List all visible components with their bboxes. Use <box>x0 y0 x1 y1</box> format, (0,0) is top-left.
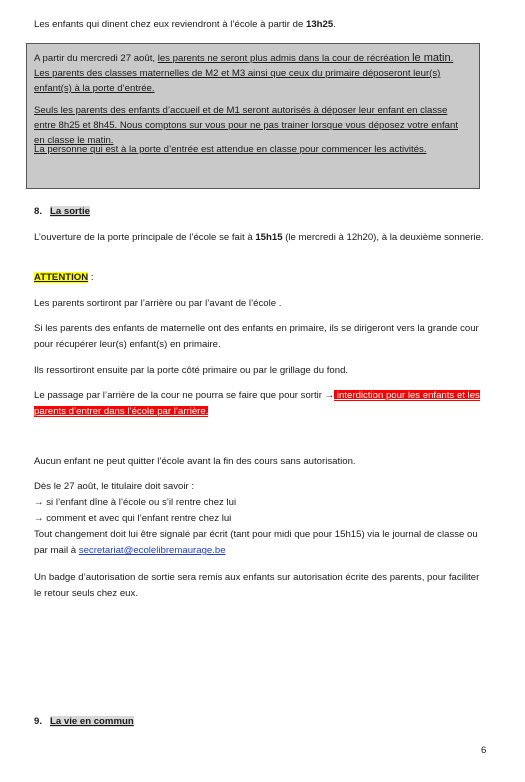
section-9-heading: 9. La vie en commun <box>34 716 134 727</box>
aucun-enfant-paragraph: Aucun enfant ne peut quitter l’école avant la fin des cours sans autorisation. <box>34 456 356 467</box>
maternelle-paragraph: Si les parents des enfants de maternelle ont des enfants en primaire, ils se dirigeront vers la grande cour pour récupérer leur(s) enfant(s) en primaire. <box>34 323 479 350</box>
section-8-heading: 8. La sortie <box>34 206 90 217</box>
email-link[interactable]: secretariat@ecolelibremaurage.be <box>78 545 226 556</box>
interdiction-highlight: interdiction pour les enfants et les parents d’entrer dans l’école par l’arrière. <box>34 390 480 417</box>
passage-paragraph: Le passage par l’arrière de la cour ne pourra se faire que pour sortir → interdiction pour les enfants et les parents d’entrer dans l’école par l’arrière. <box>34 390 480 417</box>
notice-paragraph-2: Seuls les parents des enfants d’accueil et de M1 seront autorisés à déposer leur enfant en classe entre 8h25 et 8h45. Nous comptons sur vous pour ne pas trainer lorsque vous déposez votre enfant en classe le matin. <box>34 105 458 146</box>
page-number: 6 <box>481 745 487 756</box>
bullet-dine: → si l’enfant dîne à l’école ou s’il rentre chez lui <box>34 497 237 508</box>
titulaire-intro: Dès le 27 août, le titulaire doit savoir : <box>34 481 194 492</box>
notice-box <box>26 43 480 189</box>
arrow-icon: → <box>324 390 335 401</box>
badge-paragraph: Un badge d’autorisation de sortie sera remis aux enfants sur autorisation écrite des parents, pour faciliter le retour seuls chez eux. <box>34 572 480 599</box>
attention-label: ATTENTION : <box>34 272 94 283</box>
notice-paragraph-1: A partir du mercredi 27 août, les parents ne seront plus admis dans la cour de récréation le matin. Les parents des classes maternelles de M2 et M3 ainsi que ceux du primaire déposeront leur(s) enfant(s) à la porte d’entrée. <box>34 52 454 94</box>
intro-paragraph: Les enfants qui dinent chez eux reviendront à l’école à partir de 13h25. <box>34 19 336 30</box>
return-time: 13h25 <box>306 19 334 30</box>
changement-paragraph: Tout changement doit lui être signalé par écrit (tant pour midi que pour 15h15) via le journal de classe ou par mail à secretariat@ecolelibremaurage.be <box>34 529 478 556</box>
porte-paragraph: Ils ressortiront ensuite par la porte côté primaire ou par le grillage du fond. <box>34 365 349 376</box>
bullet-rentre: → comment et avec qui l’enfant rentre chez lui <box>34 513 232 524</box>
exit-paragraph: Les parents sortiront par l’arrière ou par l’avant de l’école . <box>34 298 282 309</box>
notice-paragraph-3: La personne qui est à la porte d’entrée est attendue en classe pour commencer les activités. <box>34 144 427 155</box>
opening-paragraph: L’ouverture de la porte principale de l’école se fait à 15h15 (le mercredi à 12h20), à la deuxième sonnerie. <box>34 232 484 243</box>
